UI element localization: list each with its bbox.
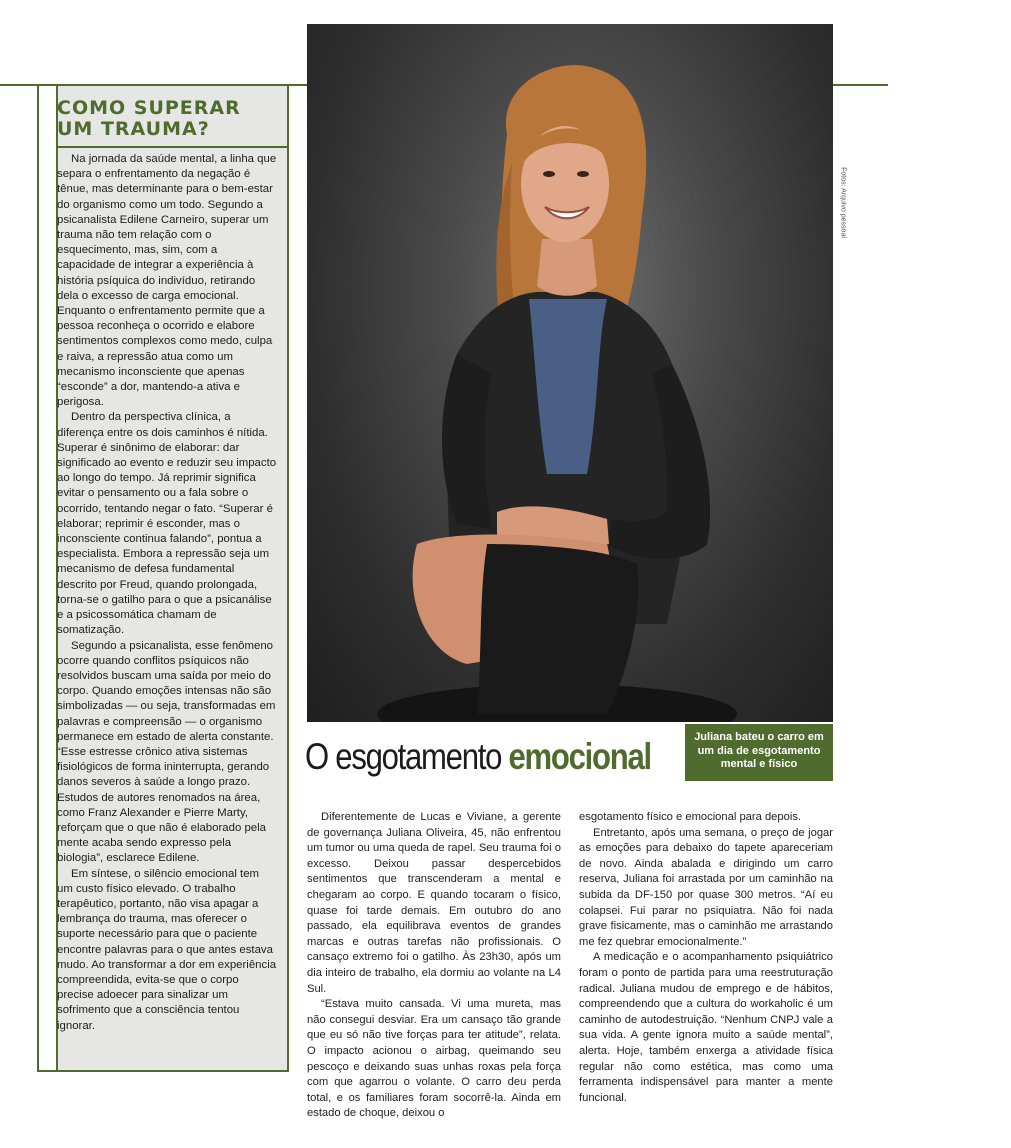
article-paragraph: Entretanto, após uma semana, o preço de jogar as emoções para debaixo do tapete apareceriam de novo. Ainda abalada e dirigindo um carro reserva, Juliana foi arrastada por um caminhão na subida da DF-150 por quase 300 metros. “Aí eu colapsei. Fui parar no psiquiatra. Não foi nada grave fisicamente, mas o caminhão me arrastando me fez quebrar emocionalmente.” <box>579 826 833 948</box>
article-column-2 <box>579 810 833 1106</box>
article-paragraph: “Estava muito cansada. Vi uma mureta, mas não consegui desviar. Era um cansaço tão grande que eu só não tive forças para ter atitude”, relata. O impacto acionou o airbag, queimando seu pescoço e deixando suas unhas roxas pela força com que agarrou o volante. O carro deu perda total, e os familiares foram socorrê-la. Ainda em estado de choque, deixou o <box>307 998 561 1120</box>
photo-credit-text: Fotos: Arquivo pessoal <box>839 167 847 238</box>
sidebar-strip <box>39 86 58 1070</box>
sidebar-paragraph: Na jornada da saúde mental, a linha que separa o enfrentamento da negação é tênue, mas determinante para o bem-estar do organismo como um todo. Segundo a psicanalista Edilene Carneiro, superar um trauma não tem relação com o esquecimento, mas, sim, com a capacidade de integrar a experiência à história psíquica do indivíduo, retirando dela o excesso de carga emocional. Enquanto o enfrentamento permite que a pessoa reconheça o ocorrido e elabore sentimentos complexos como medo, culpa e raiva, a repressão atua como um mecanismo inconsciente que apenas “esconde” a dor, mantendo-a ativa e perigosa. <box>57 153 277 409</box>
article-headline <box>305 734 651 780</box>
article-paragraph: A medicação e o acompanhamento psiquiátrico foram o ponto de partida para uma reestruturação radical. Juliana mudou de emprego e de hábitos, compreendendo que a cultura do workaholic é um caminho de autodestruição. “Nenhum CNPJ vale a sua vida. A gente ignora muito a saúde mental”, alerta. Hoje, também enxerga a atividade física regular não como estética, mas como uma ferramenta indispensável para manter a mente funcional. <box>579 951 833 1104</box>
sidebar-paragraph: Em síntese, o silêncio emocional tem um custo físico elevado. O trabalho terapêutico, portanto, não visa apagar a lembrança do trauma, mas oferecer o suporte necessário para que o paciente encontre palavras para o que antes estava mudo. Ao transformar a dor em experiência compreendida, evita-se que o corpo precise adoecer para sinalizar um sofrimento que a consciência tentou ignorar. <box>57 867 277 1032</box>
portrait-illustration <box>307 24 833 722</box>
article-paragraph-continuation: esgotamento físico e emocional para depois. <box>579 811 802 823</box>
article-paragraph: Diferentemente de Lucas e Viviane, a gerente de governança Juliana Oliveira, 45, não enfrentou um tumor ou uma queda de rapel. Seu trauma foi o excesso. Deixou passar despercebidos sentimentos que transcenderam a mental e chegaram ao corpo. E quando tocaram o físico, quase foi tarde demais. Em outubro do ano passado, ela equilibrava eventos de grandes marcas e outras tarefas não profissionais. O cansaço extremo foi o gatilho. Às 23h30, após um dia inteiro de trabalho, ela dormiu ao volante na L4 Sul. <box>307 811 561 995</box>
portrait-photo <box>307 24 833 722</box>
sidebar-paragraph: Segundo a psicanalista, esse fenômeno ocorre quando conflitos psíquicos não resolvidos buscam uma saída por meio do corpo. Quando emoções intensas não são simbolizadas — ou seja, transformadas em palavras e compreensão — o organismo permanece em estado de alerta constante. “Esse estresse crônico ativa sistemas fisiológicos de forma ininterrupta, gerando danos severos à saúde a longo prazo. Estudos de autores renomados na área, como Franz Alexander e Pierre Marty, reforçam que o que não é elaborado pela mente acaba sendo expresso pela biologia”, esclarece Edilene. <box>57 639 276 865</box>
sidebar-body <box>57 152 277 1034</box>
sidebar-title-line2: UM TRAUMA? <box>57 118 210 140</box>
sidebar-paragraph: Dentro da perspectiva clínica, a diferença entre os dois caminhos é nítida. Superar é sinônimo de elaborar: dar significado ao evento e reduzir seu impacto ao longo do tempo. Já reprimir significa evitar o pensamento ou a fala sobre o ocorrido, tentando negar o fato. “Superar é elaborar; reprimir é esconder, mas o inconsciente continua falando”, pontua a especialista. Embora a repressão seja um mecanismo de defesa fundamental descrito por Freud, quando prolongada, torna-se o gatilho para o que a psicanálise e a psicossomática chamam de somatização. <box>57 411 277 637</box>
photo-caption: Juliana bateu o carro em um dia de esgotamento mental e físico <box>685 724 833 781</box>
sidebar-divider <box>56 146 287 148</box>
sidebar-box <box>37 84 289 1072</box>
headline-part1: O esgotamento <box>305 736 509 777</box>
photo-credit <box>838 164 846 244</box>
article-column-1 <box>307 810 561 1122</box>
sidebar-title <box>57 98 277 140</box>
sidebar-title-line1: COMO SUPERAR <box>57 97 241 119</box>
headline-accent: emocional <box>508 736 651 777</box>
